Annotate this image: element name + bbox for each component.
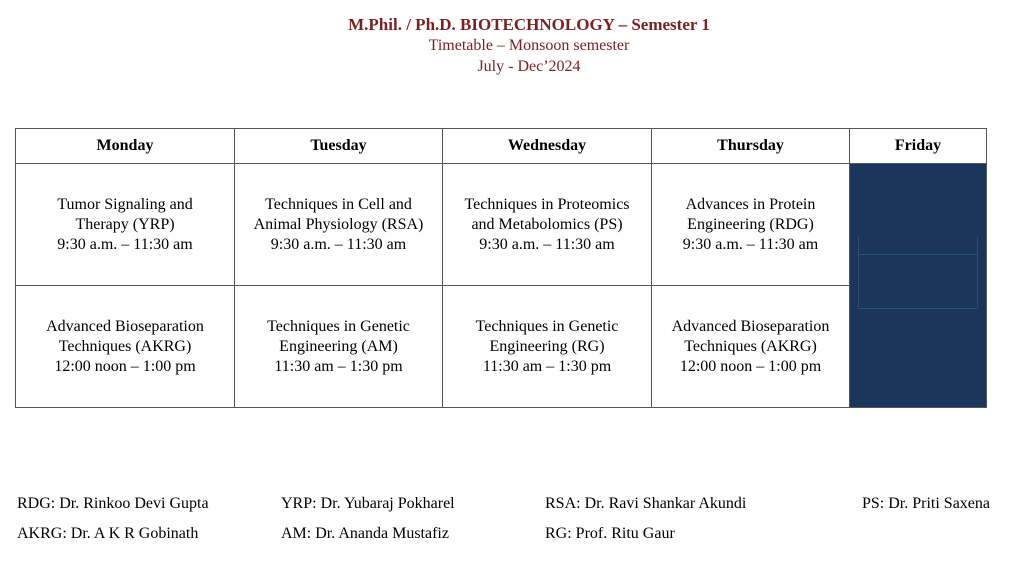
legend-rg: RG: Prof. Ritu Gaur	[545, 525, 675, 542]
class-cell	[443, 286, 652, 408]
day-header-thursday: Thursday	[652, 129, 850, 164]
document-subtitle: Timetable – Monsoon semester	[428, 37, 630, 54]
course-name: Techniques in Proteomics	[464, 195, 630, 213]
friday-blocked-cell	[850, 164, 987, 408]
course-time: 9:30 a.m. – 11:30 am	[57, 235, 193, 253]
friday-decoration	[858, 254, 978, 309]
document-title: M.Phil. / Ph.D. BIOTECHNOLOGY – Semester 1	[348, 15, 710, 34]
class-cell	[16, 164, 235, 286]
legend-yrp: YRP: Dr. Yubaraj Pokharel	[281, 495, 455, 512]
course-name: Techniques (AKRG)	[684, 337, 817, 355]
course-name: Therapy (YRP)	[75, 215, 175, 233]
course-time: 9:30 a.m. – 11:30 am	[682, 235, 819, 253]
legend-ps: PS: Dr. Priti Saxena	[862, 495, 991, 512]
class-cell	[443, 164, 652, 286]
legend-rdg: RDG: Dr. Rinkoo Devi Gupta	[17, 495, 209, 512]
course-name: Engineering (RG)	[489, 337, 605, 355]
table-row	[16, 164, 987, 286]
course-name: Advanced Bioseparation	[671, 317, 830, 335]
course-name: Techniques (AKRG)	[58, 337, 192, 355]
course-name: Engineering (AM)	[279, 337, 398, 355]
legend-akrg: AKRG: Dr. A K R Gobinath	[17, 525, 199, 542]
course-time: 9:30 a.m. – 11:30 am	[479, 235, 615, 253]
timetable-header-row	[16, 129, 987, 164]
day-header-wednesday: Wednesday	[443, 129, 652, 164]
course-time: 12:00 noon – 1:00 pm	[679, 357, 822, 375]
course-name: Advances in Protein	[685, 195, 816, 213]
course-name: Techniques in Genetic	[475, 317, 619, 335]
class-cell	[652, 286, 850, 408]
course-time: 9:30 a.m. – 11:30 am	[270, 235, 407, 253]
course-name: Techniques in Cell and	[265, 195, 412, 213]
day-header-tuesday: Tuesday	[235, 129, 443, 164]
day-header-monday: Monday	[16, 129, 235, 164]
document-header	[0, 14, 1024, 77]
document-dates: July - Dec’2024	[477, 58, 581, 75]
class-cell	[16, 286, 235, 408]
course-name: Engineering (RDG)	[687, 215, 814, 233]
course-name: Animal Physiology (RSA)	[253, 215, 424, 233]
course-time: 11:30 am – 1:30 pm	[274, 357, 403, 375]
course-name: Tumor Signaling and	[57, 195, 193, 213]
course-name: Techniques in Genetic	[267, 317, 410, 335]
course-time: 11:30 am – 1:30 pm	[482, 357, 612, 375]
course-name: Advanced Bioseparation	[46, 317, 204, 335]
timetable	[15, 128, 987, 408]
legend-am: AM: Dr. Ananda Mustafiz	[281, 525, 449, 542]
legend-rsa: RSA: Dr. Ravi Shankar Akundi	[545, 495, 747, 512]
table-row	[16, 286, 987, 408]
course-name: and Metabolomics (PS)	[471, 215, 623, 233]
class-cell	[235, 286, 443, 408]
class-cell	[652, 164, 850, 286]
day-header-friday: Friday	[850, 129, 987, 164]
class-cell	[235, 164, 443, 286]
course-time: 12:00 noon – 1:00 pm	[54, 357, 196, 375]
